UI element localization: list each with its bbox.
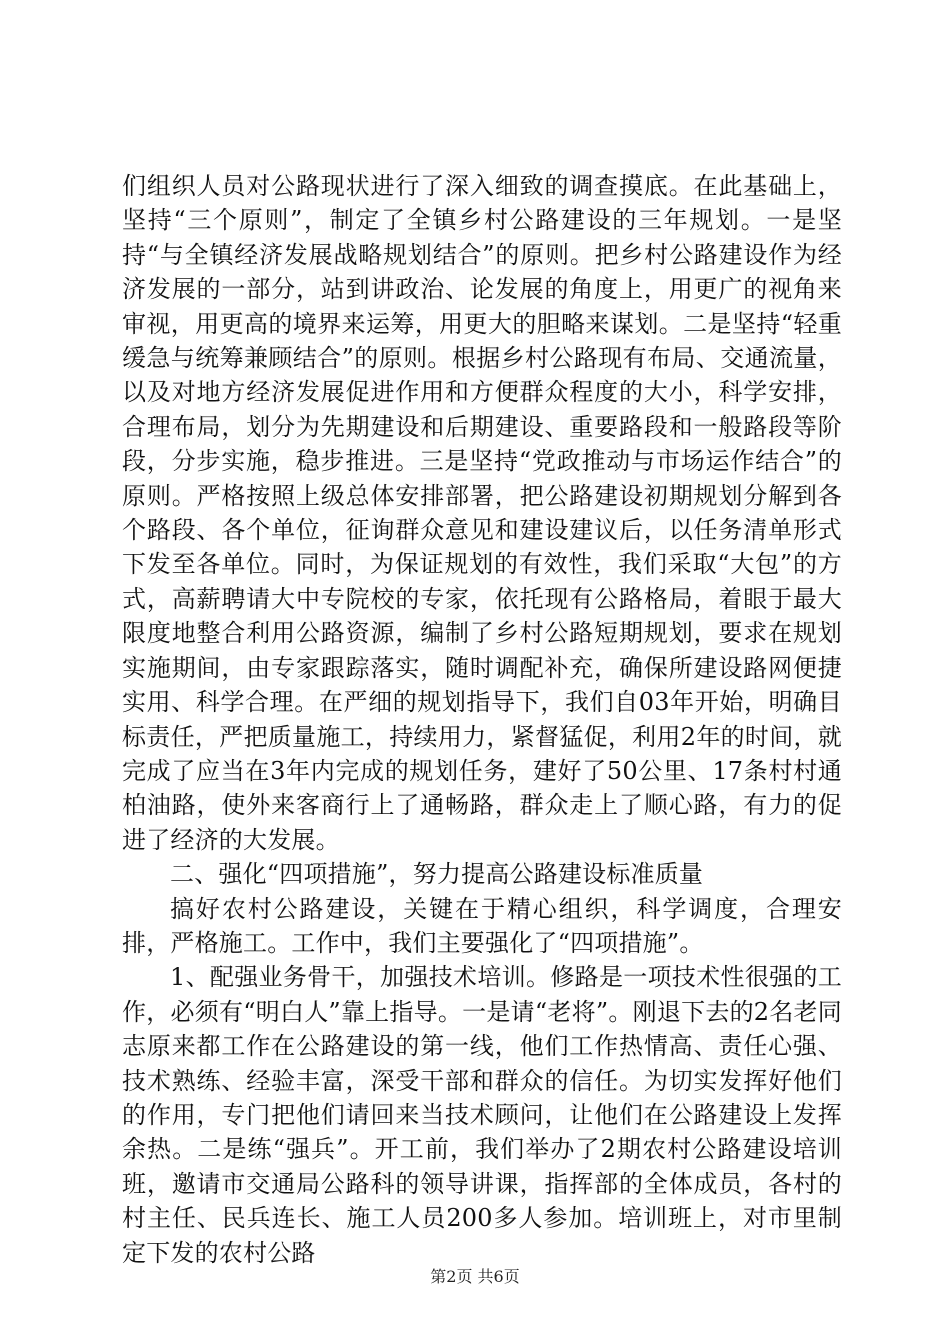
page-footer: 第2页 共6页	[430, 1267, 520, 1286]
paragraph-1: 们组织人员对公路现状进行了深入细致的调查摸底。在此基础上，坚持“三个原则”，制定了全镇乡村公路建设的三年规划。一是坚持“与全镇经济发展战略规划结合”的原则。把乡村公路建设作为经济发展的一部分，站到讲政治、论发展的角度上，用更广的视角来审视，用更高的境界来运筹，用更大的胆略来谋划。二是坚持“轻重缓急与统筹兼顾结合”的原则。根据乡村公路现有布局、交通流量，以及对地方经济发展促进作用和方便群众程度的大小，科学安排，合理布局，划分为先期建设和后期建设、重要路段和一般路段等阶段，分步实施，稳步推进。三是坚持“党政推动与市场运作结合”的原则。严格按照上级总体安排部署，把公路建设初期规划分解到各个路段、各个单位，征询群众意见和建设建议后，以任务清单形式下发至各单位。同时，为保证规划的有效性，我们采取“大包”的方式，高薪聘请大中专院校的专家，依托现有公路格局，着眼于最大限度地整合利用公路资源，编制了乡村公路短期规划，要求在规划实施期间，由专家跟踪落实，随时调配补充，确保所建设路网便捷实用、科学合理。在严细的规划指导下，我们自03年开始，明确目标责任，严把质量施工，持续用力，紧督猛促，利用2年的时间，就完成了应当在3年内完成的规划任务，建好了50公里、17条村村通柏油路，使外来客商行上了通畅路，群众走上了顺心路，有力的促进了经济的大发展。	[122, 172, 842, 854]
section-heading: 二、强化“四项措施”，努力提高公路建设标准质量	[170, 860, 704, 889]
document-body	[122, 169, 842, 1270]
paragraph-3: 搞好农村公路建设，关键在于精心组织，科学调度，合理安排，严格施工。工作中，我们主要强化了“四项措施”。	[122, 894, 842, 957]
paragraph-4: 1、配强业务骨干，加强技术培训。修路是一项技术性很强的工作，必须有“明白人”靠上指导。一是请“老将”。刚退下去的2名老同志原来都工作在公路建设的第一线，他们工作热情高、责任心强、技术熟练、经验丰富，深受干部和群众的信任。为切实发挥好他们的作用，专门把他们请回来当技术顾问，让他们在公路建设上发挥余热。二是练“强兵”。开工前，我们举办了2期农村公路建设培训班，邀请市交通局公路科的领导讲课，指挥部的全体成员，各村的村主任、民兵连长、施工人员200多人参加。培训班上，对市里制定下发的农村公路	[122, 963, 842, 1267]
